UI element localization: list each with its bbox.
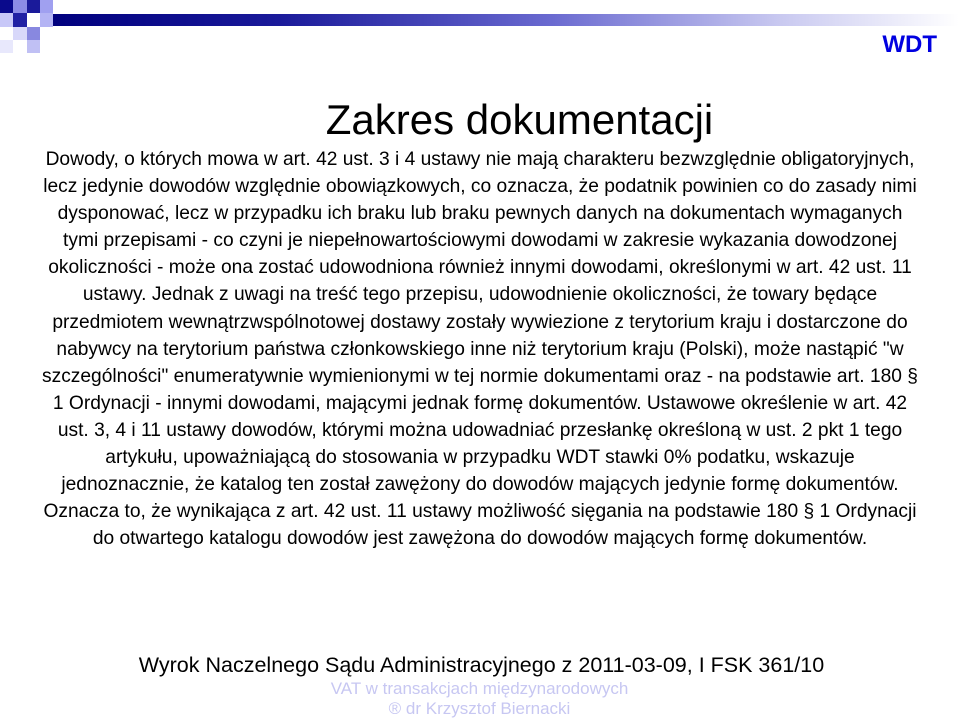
header-gradient-bar xyxy=(53,14,959,26)
decor-square xyxy=(40,0,53,13)
section-tag: WDT xyxy=(882,31,937,58)
slide-body-text: Dowody, o których mowa w art. 42 ust. 3 i 4 ustawy nie mają charakteru bezwzględnie obligatoryjnych, lecz jedynie dowodów względnie obowiązkowych, co oznacza, że podatnik powinien co do zasady nimi dysponować, lecz w przypadku ich braku lub braku pewnych danych na dokumentach wymaganych tymi przepisami - co czyni je niepełnowartościowymi dowodami w zakresie wykazania dowodzonej okoliczności - może ona zostać udowodniona również innymi dowodami, określonymi w art. 42 ust. 11 ustawy. Jednak z uwagi na treść tego przepisu, udowodnienie okoliczności, że towary będące przedmiotem wewnątrzwspólnotowej dostawy zostały wywiezione z terytorium kraju i dostarczone do nabywcy na terytorium państwa członkowskiego inne niż terytorium kraju (Polski), może nastąpić "w szczególności" enumeratywnie wymienionymi w tej normie dokumentami oraz - na podstawie art. 180 § 1 Ordynacji - innymi dowodami, mającymi jednak formę dokumentów. Ustawowe określenie w art. 42 ust. 3, 4 i 11 ustawy dowodów, którymi można udowadniać przesłankę określoną w ust. 2 pkt 1 tego artykułu, upoważniającą do stosowania w przypadku WDT stawki 0% podatku, wskazuje jednoznacznie, że katalog ten został zawężony do dowodów mających jedynie formę dokumentów. Oznacza to, że wynikająca z art. 42 ust. 11 ustawy możliwość sięgania na podstawie 180 § 1 Ordynacji do otwartego katalogu dowodów jest zawężona do dowodów mających formę dokumentów. xyxy=(42,149,918,550)
decor-square xyxy=(27,0,40,13)
slide-title: Zakres dokumentacji xyxy=(325,96,714,143)
decor-square xyxy=(0,40,13,53)
decor-square xyxy=(27,40,40,53)
footer-course-title: VAT w transakcjach międzynarodowych xyxy=(330,679,629,698)
decor-square xyxy=(40,13,53,27)
decor-square xyxy=(13,0,27,13)
decor-square xyxy=(0,13,13,27)
decor-square xyxy=(0,0,13,13)
decor-square xyxy=(13,13,27,27)
decor-square xyxy=(13,27,27,40)
citation: Wyrok Naczelnego Sądu Administracyjnego z 2011-03-09, I FSK 361/10 xyxy=(138,653,825,677)
decor-square xyxy=(27,27,40,40)
footer-author: ® dr Krzysztof Biernacki xyxy=(388,699,571,718)
